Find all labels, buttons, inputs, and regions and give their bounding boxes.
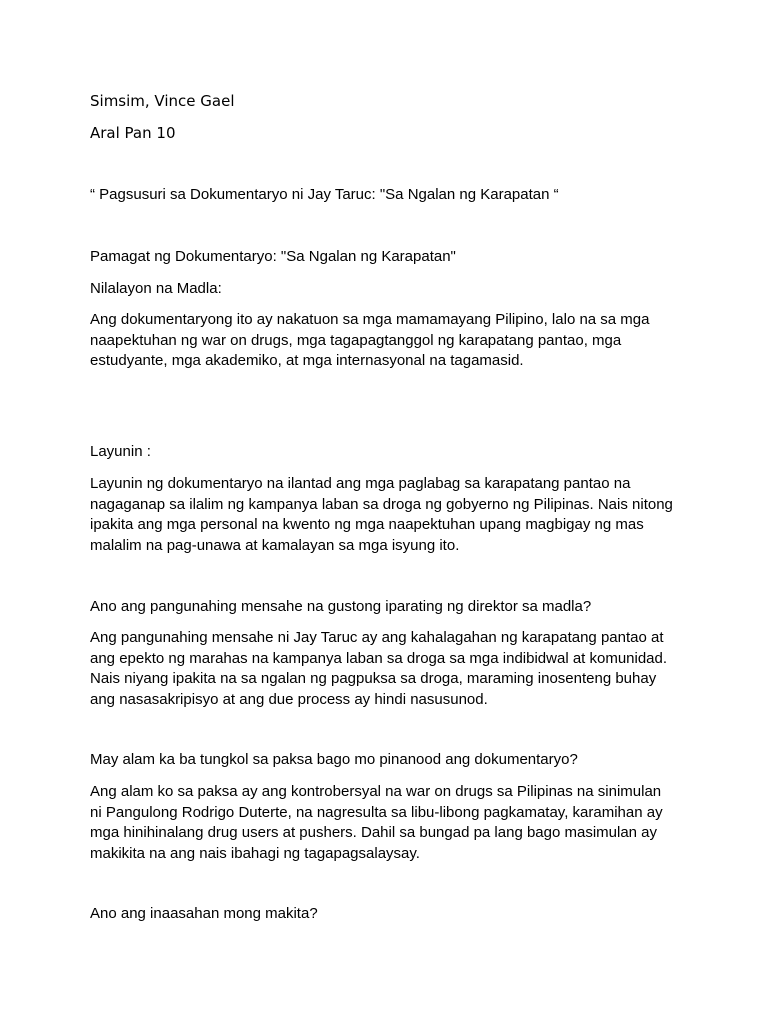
subject-label: Aral Pan 10	[90, 124, 176, 142]
answer-2	[90, 782, 663, 864]
question-3: Ano ang inaasahan mong makita?	[90, 905, 318, 922]
paragraph-line: naapektuhan ng war on drugs, mga tagapagtanggol ng karapatang pantao, mga	[90, 331, 622, 349]
question-2: May alam ka ba tungkol sa paksa bago mo pinanood ang dokumentaryo?	[90, 751, 578, 768]
purpose-paragraph	[90, 474, 673, 556]
paragraph-line: mga hinihinalang drug users at pushers. Dahil sa bungad pa lang bago masimulan ay	[90, 824, 658, 841]
paragraph-line: ang epekto ng marahas na kampanya laban sa droga sa mga indibidwal at komunidad.	[90, 649, 668, 667]
paragraph-line: ipakita ang mga personal na kwento ng mga naapektuhan upang magbigay ng mas	[90, 516, 644, 533]
film-title: Pamagat ng Dokumentaryo: "Sa Ngalan ng Karapatan"	[90, 248, 456, 265]
paragraph-line: Layunin ng dokumentaryo na ilantad ang mga paglabag sa karapatang pantao na	[90, 475, 631, 492]
paragraph-line: Ang alam ko sa paksa ay ang kontrobersyal na war on drugs sa Pilipinas na sinimulan	[90, 783, 662, 800]
paragraph-line: estudyante, mga akademiko, at mga internasyonal na tagamasid.	[90, 352, 524, 369]
question-1: Ano ang pangunahing mensahe na gustong iparating ng direktor sa madla?	[90, 598, 592, 615]
audience-heading: Nilalayon na Madla:	[90, 280, 222, 297]
paragraph-line: nagaganap sa ilalim ng kampanya laban sa droga ng gobyerno ng Pilipinas. Nais nitong	[90, 495, 673, 513]
author-name: Simsim, Vince Gael	[90, 92, 235, 110]
paragraph-line: Nais niyang ipakita na sa ngalan ng pagpuksa sa droga, maraming inosenteng buhay	[90, 670, 657, 687]
answer-1	[90, 628, 667, 710]
audience-paragraph	[90, 310, 650, 372]
paragraph-line: Ang pangunahing mensahe ni Jay Taruc ay ang kahalagahan ng karapatang pantao at	[90, 629, 664, 646]
paragraph-line: ni Pangulong Rodrigo Duterte, na nagresulta sa libu-libong pagkamatay, karamihan ay	[90, 803, 663, 821]
paragraph-line: Ang dokumentaryong ito ay nakatuon sa mga mamamayang Pilipino, lalo na sa mga	[90, 311, 650, 328]
paragraph-line: malalim na pag-unawa at kamalayan sa mga isyung ito.	[90, 536, 460, 554]
document-title: “ Pagsusuri sa Dokumentaryo ni Jay Taruc: "Sa Ngalan ng Karapatan “	[90, 186, 559, 203]
paragraph-line: makikita na ang nais ibahagi ng tagapagsalaysay.	[90, 844, 420, 862]
purpose-heading: Layunin :	[90, 443, 151, 460]
paragraph-line: ang nasasakripisyo at ang due process ay hindi nasusunod.	[90, 690, 488, 708]
